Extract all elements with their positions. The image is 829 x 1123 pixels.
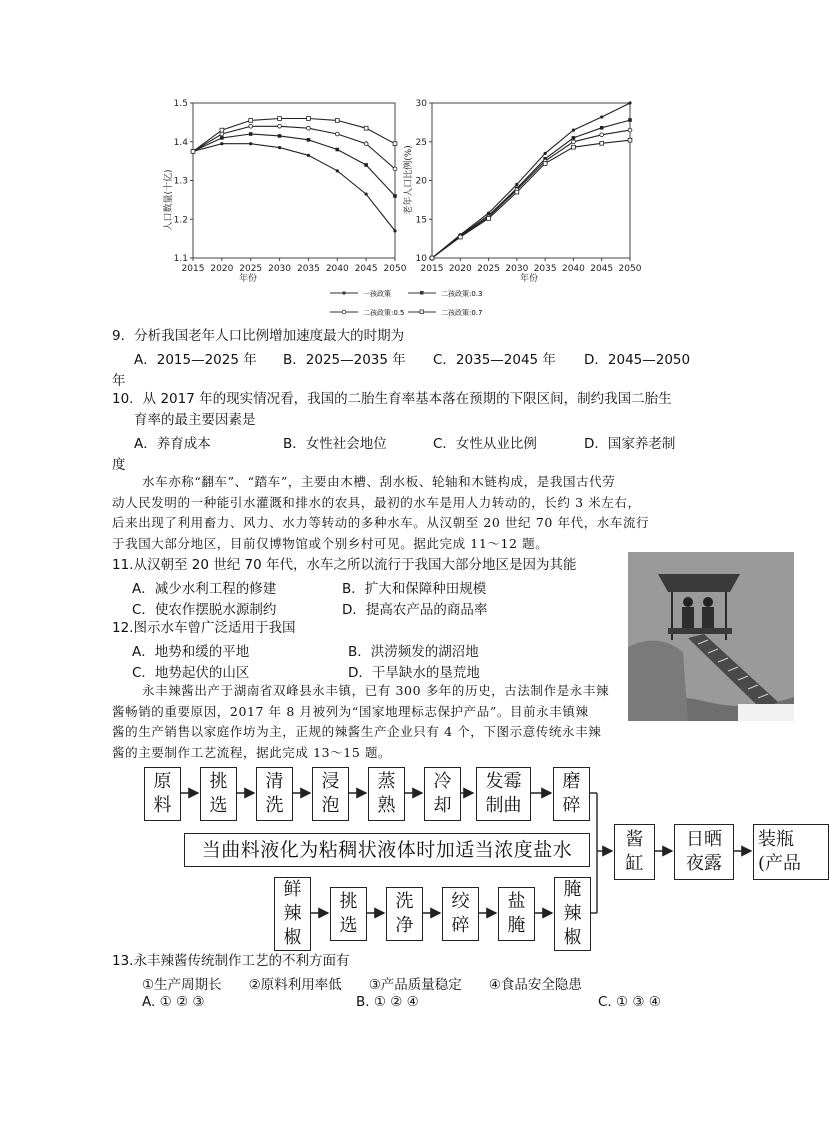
q10-option-c: C．女性从业比例 [433,436,537,452]
data-point [543,162,547,166]
q12-option-b: B．洪涝频发的湖沼地 [348,644,479,660]
step-text: 椒 [563,927,582,948]
x-tick-label: 2045 [590,264,614,274]
q11-stem: 11.从汉朝至 20 世纪 70 年代，水车之所以流行于我国大部分地区是因为其能 [112,557,577,573]
data-point [544,152,547,155]
step-chili-wash [386,887,423,941]
step-text: 净 [395,915,414,936]
step-salt-cure [498,887,535,941]
data-point [335,132,339,136]
step-text: 泡 [321,795,340,816]
y-tick-label: 1.1 [173,254,188,264]
data-point [307,117,311,121]
x-tick-label: 2020 [210,264,234,274]
step-steam [368,767,405,821]
step-wash [256,767,293,821]
q12-stem: 12.图示水车曾广泛适用于我国 [112,620,296,636]
q13-option-b: B. ① ② ④ [356,994,419,1010]
x-tick-label: 2020 [448,264,472,274]
data-point [278,146,281,149]
step-text: 缸 [625,853,644,874]
q10-option-a: A．养育成本 [134,436,211,452]
right-chart-ylabel: 老年人口比例(%) [404,145,414,215]
data-point [278,117,282,121]
step-text: 碎 [451,915,470,936]
x-tick-label: 2015 [181,264,205,274]
data-point [572,129,575,132]
data-point [364,126,368,130]
data-point [393,194,397,198]
step-text: 蒸 [377,771,396,792]
step-text: 盐 [507,891,526,912]
right-chart-x-ticks [421,264,642,274]
passage-line: 于我国大部分地区，目前仅博物馆或个别乡村可见。据此完成 11～12 题。 [112,535,549,551]
data-point [249,124,253,128]
data-point [220,132,224,136]
step-text: 清 [265,771,284,792]
left-chart-xlabel: 年份 [239,274,258,284]
step-chili-mince [442,887,479,941]
x-tick-label: 2030 [505,264,529,274]
passage-line: 动人民发明的一种能引水灌溉和排水的农具，最初的水车是用人力转动的，长约 3 米左右， [112,494,641,510]
data-point [249,142,252,145]
q9-option-c: C．2035—2045 年 [433,352,556,368]
y-tick-label: 1.4 [173,137,188,148]
step-fresh-chili [274,877,311,951]
step-chili-select [330,887,367,941]
step-text: 日晒 [686,829,722,850]
step-text: 腌 [563,879,582,900]
q9-stem: 9．分析我国老年人口比例增加速度最大的时期为 [112,328,405,344]
data-point [365,192,368,195]
step-text: 冷 [433,771,452,792]
data-point [515,190,519,194]
q13-option-c: C. ① ③ ④ [598,994,661,1010]
step-text: 却 [433,795,452,816]
step-ferment [476,767,531,821]
data-point [600,133,604,137]
data-point [393,229,396,232]
legend-label: 一孩政策 [363,290,391,298]
y-tick-label: 30 [415,99,427,109]
x-tick-label: 2040 [561,264,585,274]
step-text: (产品 [758,853,802,874]
salt-water-note: 当曲料液化为粘稠状液体时加适当浓度盐水 [184,833,590,867]
step-text: 洗 [265,795,284,816]
data-point [600,141,604,145]
left-chart-y-ticks [174,99,189,264]
series-line-1 [193,144,395,231]
q9-option-a: A．2015—2025 年 [134,352,257,368]
data-point [572,140,576,144]
step-text: 辣 [283,903,302,924]
data-point [335,119,339,123]
q13-stem: 13.永丰辣酱传统制作工艺的不利方面有 [112,953,350,969]
step-text: 装瓶 [758,829,794,850]
step-text: 挑 [209,771,228,792]
data-point [572,136,576,140]
step-text: 料 [153,795,172,816]
passage-line: 酱畅销的重要原因，2017 年 8 月被列为“国家地理标志保护产品”。目前永丰镇辣 [112,703,589,719]
data-point [249,119,253,123]
data-point [628,138,632,142]
step-text: 发霉 [485,771,522,792]
data-point [600,126,604,130]
step-text: 磨 [562,771,581,792]
step-text: 选 [209,795,228,816]
data-point [191,150,195,154]
q9-option-d-wrap: 年 [112,373,126,389]
q10-option-d-wrap: 度 [112,457,126,473]
x-tick-label: 2035 [533,264,557,274]
passage-waterwheel [112,472,687,554]
data-point [220,136,224,140]
y-tick-label: 10 [415,254,427,264]
step-select [200,767,237,821]
data-point [458,235,462,239]
step-bottling [753,824,829,880]
y-tick-label: 1.2 [173,215,188,226]
q11-option-c: C．使农作摆脱水源制约 [132,602,277,618]
passage-line: 后来出现了利用畜力、风力、水力等转动的多种水车。从汉朝至 20 世纪 70 年代，水车流行 [112,515,650,530]
charts-figure [0,0,794,325]
step-text: 原 [153,771,172,792]
legend-label: 二孩政策:0.5 [363,309,405,317]
x-tick-label: 2050 [618,264,642,274]
data-point [220,128,224,132]
x-tick-label: 2015 [420,264,444,274]
step-sun-dew [674,824,734,880]
waterwheel-sketch [628,552,794,721]
q10-stem-line2: 育率的最主要因素是 [134,412,256,428]
legend-label: 二孩政策:0.7 [441,309,483,317]
right-chart-series [430,101,632,260]
step-text: 熟 [377,795,396,816]
data-point [220,142,223,145]
x-tick-label: 2035 [296,264,320,274]
step-text: 椒 [283,927,302,948]
passage-line: 酱的生产销售以家庭作坊为主，正规的辣酱生产企业只有 4 个，下图示意传统永丰辣 [112,724,602,739]
data-point [572,145,576,149]
data-point [628,118,632,122]
series-line-4 [432,140,630,258]
left-chart-ylabel: 人口数量(十亿) [164,169,174,231]
step-raw-material [144,767,181,821]
data-point [307,154,310,157]
q11-option-a: A．减少水利工程的修建 [132,581,277,597]
step-text: 夜露 [686,853,722,874]
q10-stem-line1: 10．从 2017 年的现实情况看，我国的二胎生育率基本落在预期的下限区间，制约我国二胎生 [112,391,672,407]
q9-option-d: D．2045—2050 [584,352,691,368]
step-cured-chili [554,877,591,951]
q9-option-b: B．2025—2035 年 [283,352,406,368]
data-point [487,217,491,221]
step-text: 浸 [321,771,340,792]
step-text: 鲜 [283,879,302,900]
right-chart-y-ticks [416,99,428,264]
data-point [393,167,397,171]
passage-chili-sauce [112,681,632,763]
waterwheel-picture [628,552,794,721]
step-grind [553,767,590,821]
y-tick-label: 1.3 [173,176,188,187]
step-text: 辣 [563,903,582,924]
step-text: 洗 [395,891,414,912]
chart-legend [330,289,483,317]
y-tick-label: 1.5 [173,99,188,109]
q11-option-d: D．提高农产品的商品率 [342,602,488,618]
data-point [364,142,368,146]
data-point [364,163,368,167]
step-text: 挑 [339,891,358,912]
step-text: 酱 [625,829,644,850]
y-tick-label: 15 [415,215,427,226]
q13-statements: ①生产周期长 ②原料利用率低 ③产品质量稳定 ④食品安全隐患 [142,977,582,993]
passage-line: 水车亦称“翻车”、“踏车”，主要由木槽、刮水板、轮轴和木链构成，是我国古代劳 [142,474,616,489]
process-flowchart [0,760,802,950]
x-tick-label: 2025 [239,264,263,274]
x-tick-label: 2030 [268,264,292,274]
passage-line: 永丰辣酱出产于湖南省双峰县永丰镇，已有 300 多年的历史，古法制作是永丰辣 [142,683,610,698]
data-point [278,124,282,128]
data-point [393,142,397,146]
y-tick-label: 20 [415,176,427,187]
right-chart-xlabel: 年份 [520,274,539,284]
data-point [628,128,632,132]
step-text: 绞 [451,891,470,912]
x-tick-label: 2050 [383,264,407,274]
step-text: 碎 [562,795,581,816]
step-sauce-jar [614,824,655,880]
q12-option-d: D．干旱缺水的垦荒地 [348,665,480,681]
q10-option-b: B．女性社会地位 [283,436,387,452]
step-text: 选 [339,915,358,936]
passage-line: 酱的主要制作工艺流程，据此完成 13～15 题。 [112,744,392,760]
y-tick-label: 25 [415,137,427,148]
data-point [307,126,311,130]
data-point [249,132,253,136]
data-point [515,183,518,186]
data-point [430,256,434,260]
data-point [628,101,631,104]
x-tick-label: 2040 [325,264,349,274]
x-tick-label: 2025 [477,264,501,274]
step-text: 腌 [507,915,526,936]
x-tick-label: 2045 [354,264,378,274]
left-chart-series [191,117,397,233]
data-point [600,115,603,118]
q11-option-b: B．扩大和保障种田规模 [342,581,487,597]
q13-option-a: A. ① ② ③ [142,994,205,1010]
step-text: 制曲 [485,795,522,816]
legend-label: 二孩政策:0.3 [441,290,483,298]
step-soak [312,767,349,821]
left-chart-x-ticks [182,264,407,274]
q12-option-c: C．地势起伏的山区 [132,665,250,681]
step-cool [424,767,461,821]
data-point [307,138,311,142]
data-point [335,148,339,152]
data-point [278,134,282,138]
q12-option-a: A．地势和缓的平地 [132,644,250,660]
q10-option-d: D．国家养老制 [584,436,676,452]
data-point [336,169,339,172]
